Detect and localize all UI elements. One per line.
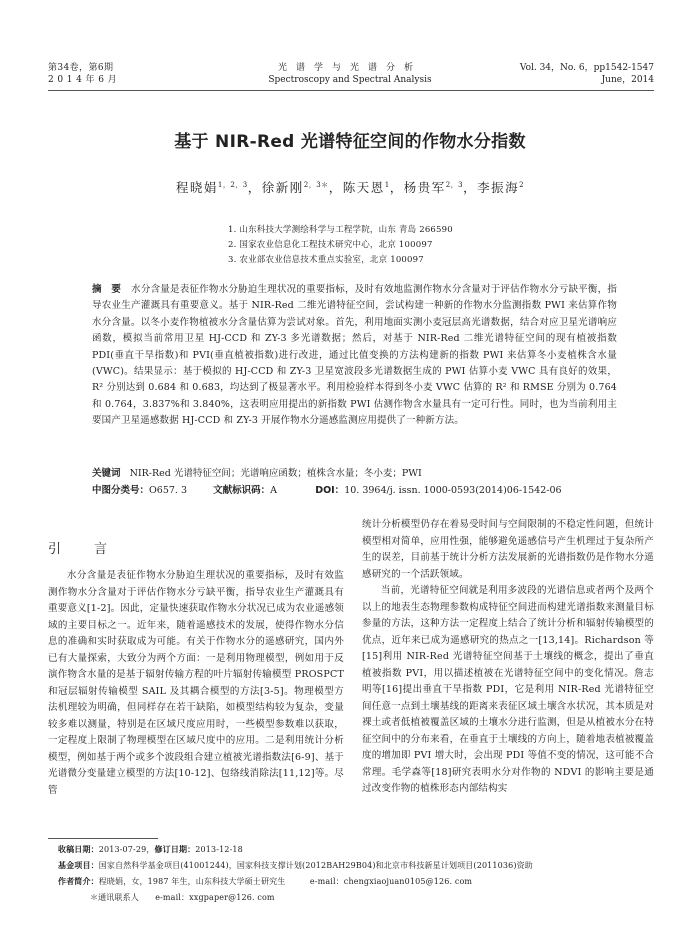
journal-volume-info [520, 62, 654, 86]
body-paragraph: 统计分析模型仍存在着易受时间与空间限制的不稳定性问题，但统计模型相对简单，应用性强，能够避免遥感信号产生机理过于复杂所产生的误差，目前基于统计分析方法发展新的光谱指数仍是作物水分遥感研究的一个活跃领域。 [362, 519, 654, 580]
document-code-value: A [270, 485, 278, 496]
author-name: 杨贵军 [403, 180, 446, 195]
affiliation-list [228, 223, 453, 268]
author-bio-text: 程晓娟，女，1987 年生，山东科技大学硕士研究生 e-mail：chengxiaojuan0105@126. com [98, 877, 473, 886]
date-cn: 2 0 1 4 年 6 月 [48, 75, 117, 85]
body-column-right [362, 517, 654, 798]
fund-line [58, 858, 658, 874]
corresponding-author: ＊通讯联系人 e-mail：xxgpaper@126. com [90, 893, 275, 902]
author-name: 徐新刚 [261, 180, 304, 195]
revised-date: 2013-12-18 [195, 845, 243, 854]
doi-label: DOI： [315, 485, 345, 496]
classification-line [92, 483, 617, 499]
affiliation: 2. 国家农业信息化工程技术研究中心，北京 100097 [228, 240, 433, 250]
author-affiliation-mark: 1 [384, 180, 390, 189]
date-en: June，2014 [601, 75, 654, 85]
footnote-divider [48, 838, 158, 839]
keywords-text: NIR-Red 光谱特征空间；光谱响应函数；植株含水量；冬小麦；PWI [129, 468, 422, 479]
author-name: 陈天恩 [342, 180, 385, 195]
dates-line [58, 842, 658, 858]
abstract-label: 摘 要 [92, 284, 122, 295]
clc-value: O657. 3 [149, 485, 188, 496]
author-affiliation-mark: 2，3 [445, 180, 464, 189]
doi-value: 10. 3964/j. issn. 1000-0593(2014)06-1542-06 [344, 485, 562, 496]
clc-label: 中图分类号： [92, 485, 150, 496]
author-name: 李振海 [477, 180, 520, 195]
body-paragraph: 水分含量是表征作物水分胁迫生理状况的重要指标，及时有效监测作物水分含量对于评估作物水分亏缺平衡，指导农业生产灌溉具有重要意义[1-2]。因此，定量快速获取作物水分状况已成为农业遥感领域的主要目标之一。近年来，随着遥感技术的发展，使得作物水分信息的准确和实时获取成为可能。有关于作物水分的遥感研究，国内外已有大量探索，大致分为两个方面：一是利用物理模型，例如用于反演作物含水量的是基于辐射传输方程的叶片辐射传输模型 PROSPCT 和冠层辐射传输模型 SAIL 及其耦合模型的方法[3-5]。物理模型方法机理较为明确，但同样存在若干缺陷，如模型结构较为复杂，变量较多难以测量，特别是在区域尺度应用时，一些模型参数难以获取，一定程度上限制了物理模型在区域尺度中的应用。二是利用统计分析模型，例如基于两个或多个波段组合建立植被光谱指数法[6-9]、基于光谱微分变量建立模型的方法[10-12]、包络线消除法[11,12]等。尽管 [48, 570, 344, 796]
fund-label: 基金项目： [58, 861, 99, 870]
author-affiliation-mark: 1，2，3 [217, 180, 248, 189]
journal-name-en: Spectroscopy and Spectral Analysis [268, 75, 432, 85]
body-column-left [48, 568, 344, 799]
abstract [92, 282, 617, 430]
paper-title: 基于 NIR-Red 光谱特征空间的作物水分指数 [174, 132, 526, 152]
author-bio-label: 作者简介： [58, 877, 99, 886]
journal-name-cn: 光谱学与光谱分析 [277, 63, 422, 73]
author-affiliation-mark: 2 [519, 180, 525, 189]
author-name: 程晓娟 [175, 180, 218, 195]
affiliation: 1. 山东科技大学测绘科学与工程学院，山东 青岛 266590 [228, 225, 453, 235]
volume-issue-en: Vol. 34，No. 6，pp1542-1547 [519, 63, 654, 73]
affiliation: 3. 农业部农业信息技术重点实验室，北京 100097 [228, 255, 424, 265]
section-title-introduction: 引 言 [48, 542, 118, 557]
document-code-label: 文献标识码： [213, 485, 271, 496]
keywords [92, 466, 617, 482]
abstract-text: 水分含量是表征作物水分胁迫生理状况的重要指标，及时有效地监测作物水分含量对于评估作物水分亏缺平衡，指导农业生产灌溉具有重要意义。基于 NIR-Red 二维光谱特征空间，尝试构建一种新的作物水分监测指数 PWI 来估算作物水分含量。以冬小麦作物植被水分含量估算为尝试对象。首先，利用地面实测小麦冠层高光谱数据，结合对应卫星光谱响应函数，模拟当前常用卫星 HJ-CCD 和 ZY-3 多光谱数据；然后，对基于 NIR-Red 二维光谱特征空间的现有植被指数 PDI(垂直干旱指数)和 PVI(垂直植被指数)进行改进，通过比值变换的方法构建新的指数 PWI 来估算冬小麦植株含水量(VWC)。结果显示：基于模拟的 HJ-CCD 和 ZY-3 卫星宽波段多光谱数据生成的 PWI 估算小麦 VWC 具有良好的效果，R² 分别达到 0.684 和 0.683，均达到了极显著水平。利用检验样本得到冬小麦 VWC 估算的 R² 和 RMSE 分别为 0.764 和 0.764，3.837%和 3.840%，这表明应用提出的新指数 PWI 估测作物含水量具有一定可行性。同时，也为当前利用主要国产卫星遥感数据 HJ-CCD 和 ZY-3 开展作物水分遥感监测应用提供了一种新方法。 [92, 284, 617, 427]
received-date: 2013-07-29， [98, 845, 155, 854]
body-paragraph: 当前，光谱特征空间就是利用多波段的光谱信息或者两个及两个以上的地表生态物理参数构成特征空间进而构建光谱指数来测量目标参量的方法，这种方法一定程度上结合了统计分析和辐射传输模型的优点，近年来已成为遥感研究的热点之一[13,14]。Richardson 等[15]利用 NIR-Red 光谱特征空间基于土壤线的概念，提出了垂直植被指数 PVI，用以描述植被在光谱特征空间中的变化情况。詹志明等[16]提出垂直干旱指数 PDI，它是利用 NIR-Red 光谱特征空间任意一点到土壤基线的距离来表征区域土壤含水状况，其本质是对裸土或者低植被覆盖区域的土壤水分进行监测，但是从植被水分在特征空间中的分布来看，在垂直于土壤线的方向上，随着地表植被覆盖度的增加即 PVI 增大时，会出现 PDI 等值不变的情况，这可能不合常理。毛学森等[18]研究表明水分对作物的 NDVI 的影响主要是通过改变作物的植株形态内部结构实 [362, 585, 654, 794]
author-bio-line [58, 874, 658, 890]
keywords-label: 关键词 [92, 468, 121, 479]
header-divider [48, 90, 654, 91]
author-list: 程晓娟$^{1,2,3}$，徐新刚$^{2,3*}$，陈天恩$^1$，杨贵军$^{2,3}$，李振海$^2$ [175, 180, 525, 195]
fund-text: 国家自然科学基金项目(41001244)，国家科技支撑计划(2012BAH29B04)和北京市科技新星计划项目(2011036)资助 [98, 861, 533, 870]
received-label: 收稿日期： [58, 845, 99, 854]
volume-issue-cn: 第34卷，第6期 [48, 63, 114, 73]
footnotes [58, 842, 658, 906]
revised-label: 修订日期： [154, 845, 196, 854]
author-affiliation-mark: 2，3＊ [303, 180, 329, 189]
